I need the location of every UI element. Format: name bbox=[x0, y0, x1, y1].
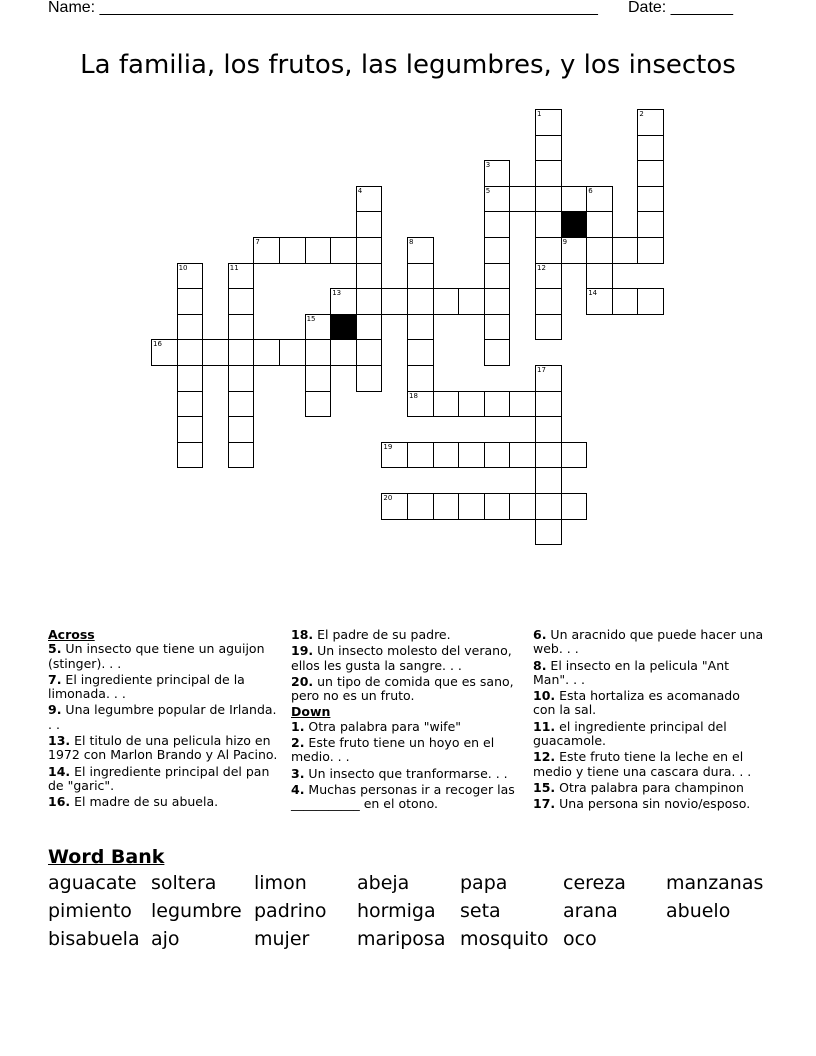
crossword-cell[interactable] bbox=[407, 288, 434, 315]
crossword-cell[interactable] bbox=[637, 211, 664, 238]
crossword-cell[interactable] bbox=[586, 211, 613, 238]
crossword-cell[interactable] bbox=[356, 186, 383, 213]
clue-number: 16 bbox=[153, 340, 162, 349]
clue-number: 6 bbox=[588, 186, 593, 195]
clue-text: El titulo de una pelicula hizo en 1972 con Marlon Brando y Al Pacino. bbox=[48, 733, 278, 763]
crossword-cell[interactable] bbox=[433, 391, 460, 418]
crossword-block bbox=[561, 211, 588, 238]
crossword-cell[interactable] bbox=[535, 519, 562, 546]
word-bank-word: ajo bbox=[151, 928, 180, 950]
crossword-cell[interactable] bbox=[509, 391, 536, 418]
word-bank-word: bisabuela bbox=[48, 928, 140, 950]
clue-number-label: 12. bbox=[533, 749, 556, 765]
clue-item bbox=[48, 734, 280, 763]
word-bank-word: manzanas bbox=[666, 872, 764, 894]
clue-text: El padre de su padre. bbox=[313, 627, 451, 642]
crossword-cell[interactable] bbox=[535, 391, 562, 418]
clue-item bbox=[291, 767, 523, 781]
crossword-cell[interactable] bbox=[305, 365, 332, 392]
crossword-cell[interactable] bbox=[484, 186, 511, 213]
crossword-cell[interactable] bbox=[381, 288, 408, 315]
crossword-cell[interactable] bbox=[228, 314, 255, 341]
clue-number-label: 8. bbox=[533, 657, 547, 673]
crossword-cell[interactable] bbox=[458, 442, 485, 469]
crossword-cell[interactable] bbox=[535, 135, 562, 162]
word-bank-word: arana bbox=[563, 900, 618, 922]
clue-number: 11 bbox=[229, 263, 239, 272]
word-bank-word: soltera bbox=[151, 872, 217, 894]
crossword-cell[interactable] bbox=[535, 263, 562, 290]
crossword-cell[interactable] bbox=[356, 314, 383, 341]
crossword-cell[interactable] bbox=[458, 493, 485, 520]
clue-text: Un insecto que tranformarse. . . bbox=[304, 765, 508, 781]
crossword-cell[interactable] bbox=[356, 288, 383, 315]
crossword-cell[interactable] bbox=[279, 339, 306, 366]
clue-number-label: 5. bbox=[48, 641, 62, 657]
crossword-cell[interactable] bbox=[484, 493, 511, 520]
crossword-cell[interactable] bbox=[535, 416, 562, 443]
clue-text: Un insecto molesto del verano, ellos les gusta la sangre. . . bbox=[291, 643, 512, 673]
crossword-cell[interactable] bbox=[177, 391, 204, 418]
crossword-cell[interactable] bbox=[407, 237, 434, 264]
word-bank-word: legumbre bbox=[151, 900, 242, 922]
crossword-cell[interactable] bbox=[586, 237, 613, 264]
clue-item bbox=[48, 673, 280, 702]
clue-number: 18 bbox=[409, 391, 418, 400]
clue-number-label: 15. bbox=[533, 779, 556, 795]
clue-item bbox=[291, 783, 523, 812]
clue-text: Un insecto que tiene un aguijon (stinger). . . bbox=[48, 641, 265, 671]
word-bank-word: mujer bbox=[254, 928, 310, 950]
clues-column-3 bbox=[533, 628, 765, 814]
crossword-cell[interactable] bbox=[330, 237, 357, 264]
crossword-cell[interactable] bbox=[509, 186, 536, 213]
clue-item bbox=[48, 703, 280, 732]
crossword-cell[interactable] bbox=[177, 365, 204, 392]
word-bank-word: aguacate bbox=[48, 872, 137, 894]
clue-text: Una persona sin novio/esposo. bbox=[555, 796, 751, 812]
date-field-label: Date: _______ bbox=[628, 0, 733, 16]
crossword-cell[interactable] bbox=[330, 288, 357, 315]
crossword-cell[interactable] bbox=[484, 160, 511, 187]
crossword-cell[interactable] bbox=[484, 237, 511, 264]
crossword-cell[interactable] bbox=[535, 442, 562, 469]
crossword-cell[interactable] bbox=[356, 237, 383, 264]
clue-number-label: 3. bbox=[291, 765, 305, 781]
crossword-cell[interactable] bbox=[433, 288, 460, 315]
clue-number-label: 10. bbox=[533, 688, 556, 704]
word-bank-word: papa bbox=[460, 872, 508, 894]
crossword-cell[interactable] bbox=[484, 263, 511, 290]
clue-number-label: 19. bbox=[291, 643, 314, 659]
clue-item bbox=[48, 642, 280, 671]
crossword-cell[interactable] bbox=[407, 263, 434, 290]
crossword-cell[interactable] bbox=[586, 288, 613, 315]
crossword-cell[interactable] bbox=[253, 237, 280, 264]
clue-text: El madre de su abuela. bbox=[70, 794, 219, 810]
crossword-cell[interactable] bbox=[228, 391, 255, 418]
word-bank-title: Word Bank bbox=[48, 846, 165, 868]
crossword-cell[interactable] bbox=[228, 442, 255, 469]
clue-number-label: 13. bbox=[48, 733, 71, 749]
word-bank-word: pimiento bbox=[48, 900, 132, 922]
crossword-cell[interactable] bbox=[356, 339, 383, 366]
clues-column-2 bbox=[291, 628, 523, 814]
crossword-cell[interactable] bbox=[484, 391, 511, 418]
crossword-cell[interactable] bbox=[407, 442, 434, 469]
crossword-cell[interactable] bbox=[433, 442, 460, 469]
crossword-cell[interactable] bbox=[151, 339, 178, 366]
crossword-cell[interactable] bbox=[433, 493, 460, 520]
clue-number-label: 1. bbox=[291, 718, 305, 734]
crossword-cell[interactable] bbox=[228, 416, 255, 443]
word-bank-word: abeja bbox=[357, 872, 410, 894]
crossword-cell[interactable] bbox=[535, 314, 562, 341]
word-bank-word: mariposa bbox=[357, 928, 446, 950]
clue-item bbox=[533, 720, 765, 749]
across-heading: Across bbox=[48, 627, 95, 642]
crossword-cell[interactable] bbox=[177, 314, 204, 341]
clue-item bbox=[291, 720, 523, 734]
clue-number-label: 17. bbox=[533, 796, 556, 812]
crossword-cell[interactable] bbox=[177, 416, 204, 443]
clue-number: 19 bbox=[383, 442, 393, 451]
name-field-label: Name: ________________________________________________________ bbox=[48, 0, 598, 16]
crossword-block bbox=[330, 314, 357, 341]
crossword-cell[interactable] bbox=[561, 186, 588, 213]
word-bank-word: seta bbox=[460, 900, 501, 922]
clue-number: 3 bbox=[485, 161, 491, 170]
crossword-cell[interactable] bbox=[484, 314, 511, 341]
clue-number-label: 20. bbox=[291, 673, 314, 689]
crossword-cell[interactable] bbox=[356, 211, 383, 238]
crossword-cell[interactable] bbox=[356, 365, 383, 392]
clue-text: El insecto en la pelicula "Ant Man". . . bbox=[533, 657, 730, 687]
clue-number: 12 bbox=[537, 263, 546, 272]
clue-item bbox=[533, 659, 765, 688]
crossword-cell[interactable] bbox=[637, 237, 664, 264]
page-title: La familia, los frutos, las legumbres, y los insectos bbox=[80, 50, 736, 80]
clue-number: 1 bbox=[537, 110, 542, 118]
crossword-cell[interactable] bbox=[177, 288, 204, 315]
word-bank-word: limon bbox=[254, 872, 307, 894]
clue-item bbox=[291, 675, 523, 704]
clue-number: 10 bbox=[178, 263, 188, 272]
clue-number: 13 bbox=[332, 289, 342, 298]
crossword-cell[interactable] bbox=[202, 339, 229, 366]
clue-text: Este fruto tiene un hoyo en el medio. . . bbox=[291, 735, 495, 765]
crossword-cell[interactable] bbox=[484, 339, 511, 366]
word-bank-word: cereza bbox=[563, 872, 626, 894]
crossword-cell[interactable] bbox=[637, 109, 664, 136]
crossword-cell[interactable] bbox=[305, 314, 332, 341]
crossword-cell[interactable] bbox=[177, 263, 204, 290]
crossword-cell[interactable] bbox=[509, 442, 536, 469]
crossword-cell[interactable] bbox=[305, 237, 332, 264]
crossword-cell[interactable] bbox=[535, 109, 562, 136]
crossword-cell[interactable] bbox=[228, 288, 255, 315]
clue-number-label: 14. bbox=[48, 763, 71, 779]
clue-number: 5 bbox=[485, 186, 491, 195]
clue-item bbox=[533, 750, 765, 779]
crossword-cell[interactable] bbox=[228, 339, 255, 366]
crossword-cell[interactable] bbox=[407, 493, 434, 520]
clue-item bbox=[291, 736, 523, 765]
crossword-cell[interactable] bbox=[305, 391, 332, 418]
clue-number: 9 bbox=[562, 238, 568, 246]
clue-number-label: 11. bbox=[533, 718, 556, 734]
clue-text: Muchas personas ir a recoger las ___________ en el otono. bbox=[291, 781, 515, 812]
crossword-cell[interactable] bbox=[279, 237, 306, 264]
clue-item bbox=[533, 781, 765, 795]
clue-text: Este fruto tiene la leche en el medio y tiene una cascara dura. . . bbox=[533, 749, 752, 779]
crossword-cell[interactable] bbox=[535, 160, 562, 187]
crossword-cell[interactable] bbox=[177, 442, 204, 469]
clue-text: Otra palabra para champinon bbox=[555, 779, 744, 795]
crossword-cell[interactable] bbox=[458, 391, 485, 418]
crossword-cell[interactable] bbox=[535, 237, 562, 264]
word-bank-word: mosquito bbox=[460, 928, 549, 950]
crossword-cell[interactable] bbox=[535, 467, 562, 494]
clue-number-label: 7. bbox=[48, 671, 62, 687]
crossword-cell[interactable] bbox=[484, 442, 511, 469]
clue-text: El ingrediente principal de la limonada. . . bbox=[48, 671, 245, 702]
crossword-cell[interactable] bbox=[612, 288, 639, 315]
crossword-cell[interactable] bbox=[561, 237, 588, 264]
crossword-cell[interactable] bbox=[484, 211, 511, 238]
crossword-cell[interactable] bbox=[612, 237, 639, 264]
crossword-cell[interactable] bbox=[458, 288, 485, 315]
crossword-cell[interactable] bbox=[407, 365, 434, 392]
clue-number: 20 bbox=[383, 494, 393, 502]
clue-text: Otra palabra para "wife" bbox=[304, 718, 462, 734]
clue-item bbox=[48, 765, 280, 794]
crossword-cell[interactable] bbox=[407, 391, 434, 418]
crossword-cell[interactable] bbox=[561, 442, 588, 469]
crossword-cell[interactable] bbox=[535, 493, 562, 520]
clue-text: Esta hortaliza es acomanado con la sal. bbox=[533, 688, 740, 718]
crossword-cell[interactable] bbox=[535, 186, 562, 213]
clue-number-label: 18. bbox=[291, 627, 314, 642]
clue-number: 8 bbox=[409, 238, 414, 246]
crossword-cell[interactable] bbox=[637, 135, 664, 162]
clue-item bbox=[533, 797, 765, 811]
clue-text: Una legumbre popular de Irlanda. . . bbox=[48, 702, 277, 732]
clue-number-label: 4. bbox=[291, 781, 305, 797]
crossword-cell[interactable] bbox=[586, 186, 613, 213]
clue-item bbox=[291, 644, 523, 673]
clue-number-label: 6. bbox=[533, 627, 547, 642]
word-bank-word: abuelo bbox=[666, 900, 731, 922]
crossword-cell[interactable] bbox=[535, 365, 562, 392]
crossword-cell[interactable] bbox=[637, 288, 664, 315]
word-bank-word: padrino bbox=[254, 900, 327, 922]
clue-item bbox=[533, 689, 765, 718]
crossword-cell[interactable] bbox=[407, 314, 434, 341]
crossword-cell[interactable] bbox=[253, 339, 280, 366]
clues-column-1 bbox=[48, 628, 280, 812]
crossword-cell[interactable] bbox=[381, 442, 408, 469]
crossword-cell[interactable] bbox=[407, 339, 434, 366]
word-bank-word: hormiga bbox=[357, 900, 436, 922]
clue-text: El ingrediente principal del pan de "garic". bbox=[48, 763, 270, 793]
clue-number-label: 9. bbox=[48, 702, 62, 718]
crossword-cell[interactable] bbox=[561, 493, 588, 520]
clue-text: un tipo de comida que es sano, pero no es un fruto. bbox=[291, 673, 514, 704]
crossword-cell[interactable] bbox=[586, 263, 613, 290]
crossword-cell[interactable] bbox=[637, 186, 664, 213]
clue-text: Un aracnido que puede hacer una web. . . bbox=[533, 627, 764, 657]
down-heading: Down bbox=[291, 704, 331, 720]
clue-item bbox=[291, 628, 523, 642]
crossword-cell[interactable] bbox=[356, 263, 383, 290]
crossword-cell[interactable] bbox=[509, 493, 536, 520]
crossword-cell[interactable] bbox=[637, 160, 664, 187]
clue-number: 7 bbox=[255, 238, 260, 246]
clue-number: 17 bbox=[537, 366, 546, 374]
word-bank-word: oco bbox=[563, 928, 597, 950]
clue-item bbox=[533, 628, 765, 657]
crossword-cell[interactable] bbox=[484, 288, 511, 315]
crossword-cell[interactable] bbox=[381, 493, 408, 520]
clue-number: 4 bbox=[357, 186, 363, 195]
crossword-cell[interactable] bbox=[228, 365, 255, 392]
crossword-cell[interactable] bbox=[177, 339, 204, 366]
crossword-cell[interactable] bbox=[535, 211, 562, 238]
clue-number-label: 16. bbox=[48, 794, 71, 810]
clue-number-label: 2. bbox=[291, 735, 305, 751]
crossword-cell[interactable] bbox=[330, 339, 357, 366]
clue-number: 15 bbox=[306, 314, 316, 323]
crossword-cell[interactable] bbox=[228, 263, 255, 290]
clue-item bbox=[48, 795, 280, 809]
clue-number: 2 bbox=[639, 110, 644, 118]
clue-number: 14 bbox=[588, 289, 598, 298]
crossword-cell[interactable] bbox=[305, 339, 332, 366]
crossword-cell[interactable] bbox=[535, 288, 562, 315]
clue-text: el ingrediente principal del guacamole. bbox=[533, 718, 727, 749]
